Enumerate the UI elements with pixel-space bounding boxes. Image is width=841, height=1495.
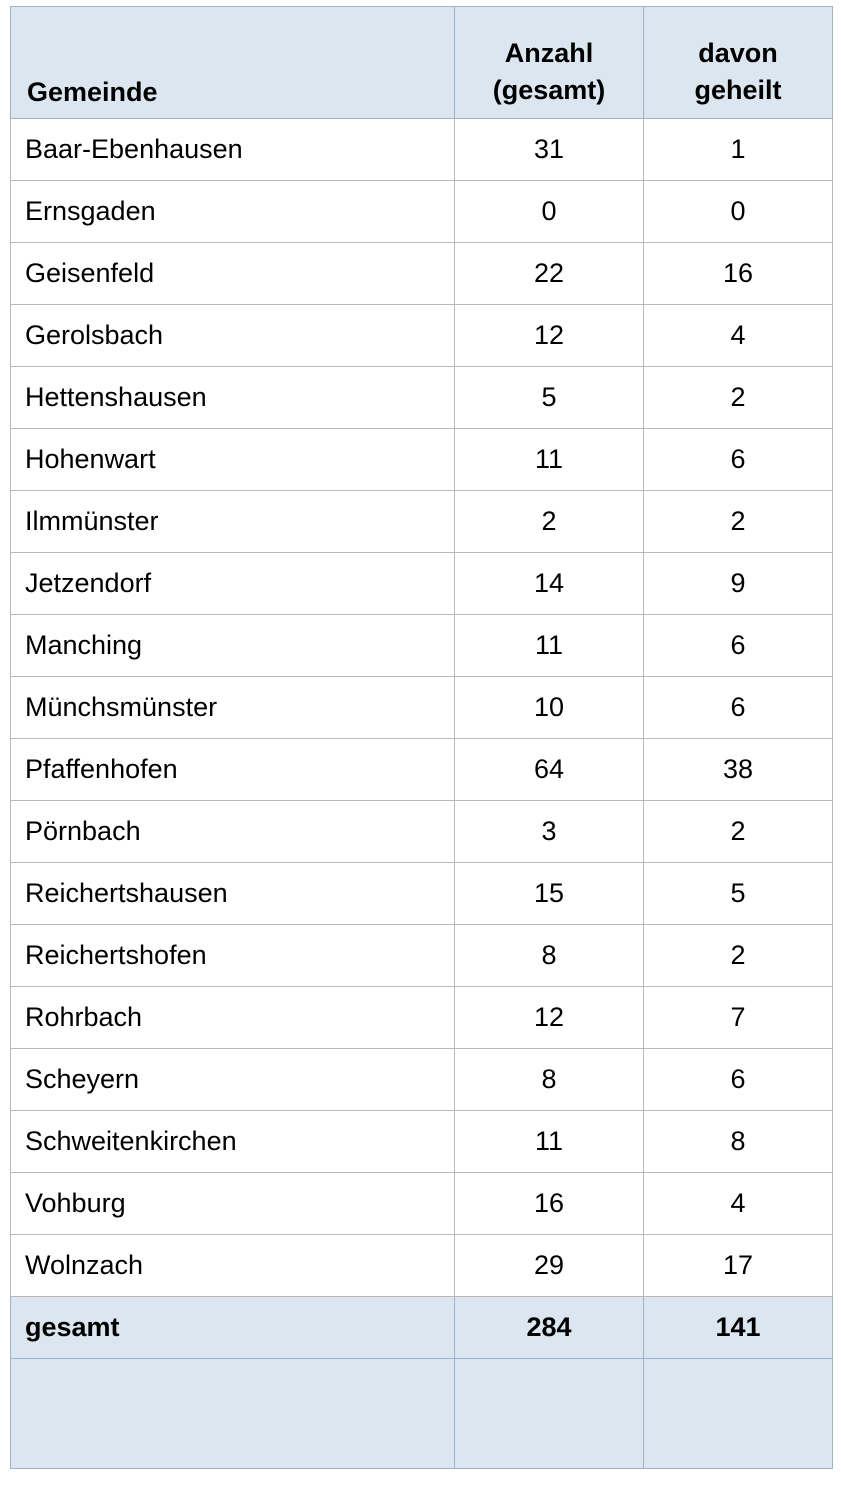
cell-total: 8	[455, 925, 644, 987]
cell-total: 12	[455, 987, 644, 1049]
table-filler-row	[11, 1359, 833, 1469]
table-row	[11, 677, 833, 739]
table-row	[11, 1049, 833, 1111]
cell-community: Wolnzach	[11, 1235, 455, 1297]
table-header-row	[11, 7, 833, 119]
table-row	[11, 491, 833, 553]
cell-total: 29	[455, 1235, 644, 1297]
table-row	[11, 181, 833, 243]
cell-total: 64	[455, 739, 644, 801]
table-body	[11, 119, 833, 1469]
cell-community: Reichertshausen	[11, 863, 455, 925]
cell-healed: 8	[644, 1111, 833, 1173]
table-row	[11, 615, 833, 677]
cell-healed: 38	[644, 739, 833, 801]
cell-total: 22	[455, 243, 644, 305]
cell-community: Baar-Ebenhausen	[11, 119, 455, 181]
column-header-total-line1: Anzahl	[504, 38, 594, 69]
cell-healed: 4	[644, 305, 833, 367]
cell-total: 3	[455, 801, 644, 863]
cell-total: 2	[455, 491, 644, 553]
cell-healed: 9	[644, 553, 833, 615]
column-header-total	[455, 7, 644, 119]
cell-healed: 2	[644, 367, 833, 429]
table-row	[11, 1235, 833, 1297]
cell-total: 11	[455, 1111, 644, 1173]
cell-community: Gerolsbach	[11, 305, 455, 367]
cell-healed: 1	[644, 119, 833, 181]
cell-healed: 2	[644, 925, 833, 987]
cell-community: Münchsmünster	[11, 677, 455, 739]
cell-community: Hettenshausen	[11, 367, 455, 429]
cell-total: 16	[455, 1173, 644, 1235]
cell-community: Reichertshofen	[11, 925, 455, 987]
table-row	[11, 863, 833, 925]
cell-healed: 16	[644, 243, 833, 305]
cell-healed: 6	[644, 615, 833, 677]
cell-community: Rohrbach	[11, 987, 455, 1049]
table-row	[11, 1173, 833, 1235]
cell-healed: 2	[644, 801, 833, 863]
table-row	[11, 739, 833, 801]
cell-total: 11	[455, 429, 644, 491]
cell-healed: 17	[644, 1235, 833, 1297]
table-row	[11, 305, 833, 367]
cell-community: Pörnbach	[11, 801, 455, 863]
cell-community: Pfaffenhofen	[11, 739, 455, 801]
table-row	[11, 429, 833, 491]
cell-filler	[455, 1359, 644, 1469]
cell-community: Geisenfeld	[11, 243, 455, 305]
table-row	[11, 243, 833, 305]
cell-total: 12	[455, 305, 644, 367]
cell-filler	[644, 1359, 833, 1469]
cell-community: Hohenwart	[11, 429, 455, 491]
cell-total: 8	[455, 1049, 644, 1111]
table-row	[11, 987, 833, 1049]
column-header-healed-line1: davon	[698, 38, 778, 69]
cell-total: 11	[455, 615, 644, 677]
column-header-community: Gemeinde	[11, 7, 455, 119]
cell-healed: 6	[644, 429, 833, 491]
column-header-total-line2: (gesamt)	[492, 74, 606, 105]
cell-community: Scheyern	[11, 1049, 455, 1111]
cell-community: Jetzendorf	[11, 553, 455, 615]
cell-total-label: gesamt	[11, 1297, 455, 1359]
column-header-healed	[644, 7, 833, 119]
cell-community: Ernsgaden	[11, 181, 455, 243]
cell-community: Vohburg	[11, 1173, 455, 1235]
cell-community: Manching	[11, 615, 455, 677]
cell-community: Ilmmünster	[11, 491, 455, 553]
table-row	[11, 553, 833, 615]
table-row	[11, 925, 833, 987]
cell-filler	[11, 1359, 455, 1469]
cell-healed: 5	[644, 863, 833, 925]
table-header	[11, 7, 833, 119]
column-header-healed-line2: geheilt	[694, 74, 782, 105]
table-row	[11, 367, 833, 429]
table-row	[11, 119, 833, 181]
table-total-row	[11, 1297, 833, 1359]
cell-healed: 6	[644, 677, 833, 739]
cell-healed: 6	[644, 1049, 833, 1111]
cell-healed: 2	[644, 491, 833, 553]
cell-total: 5	[455, 367, 644, 429]
table-row	[11, 801, 833, 863]
cell-healed: 7	[644, 987, 833, 1049]
table-row	[11, 1111, 833, 1173]
cases-by-community-table	[10, 6, 833, 1469]
cell-total: 14	[455, 553, 644, 615]
cell-community: Schweitenkirchen	[11, 1111, 455, 1173]
cell-total: 15	[455, 863, 644, 925]
cell-total-sum: 284	[455, 1297, 644, 1359]
cell-healed-sum: 141	[644, 1297, 833, 1359]
cell-healed: 4	[644, 1173, 833, 1235]
cell-total: 10	[455, 677, 644, 739]
cell-total: 31	[455, 119, 644, 181]
cell-healed: 0	[644, 181, 833, 243]
cell-total: 0	[455, 181, 644, 243]
